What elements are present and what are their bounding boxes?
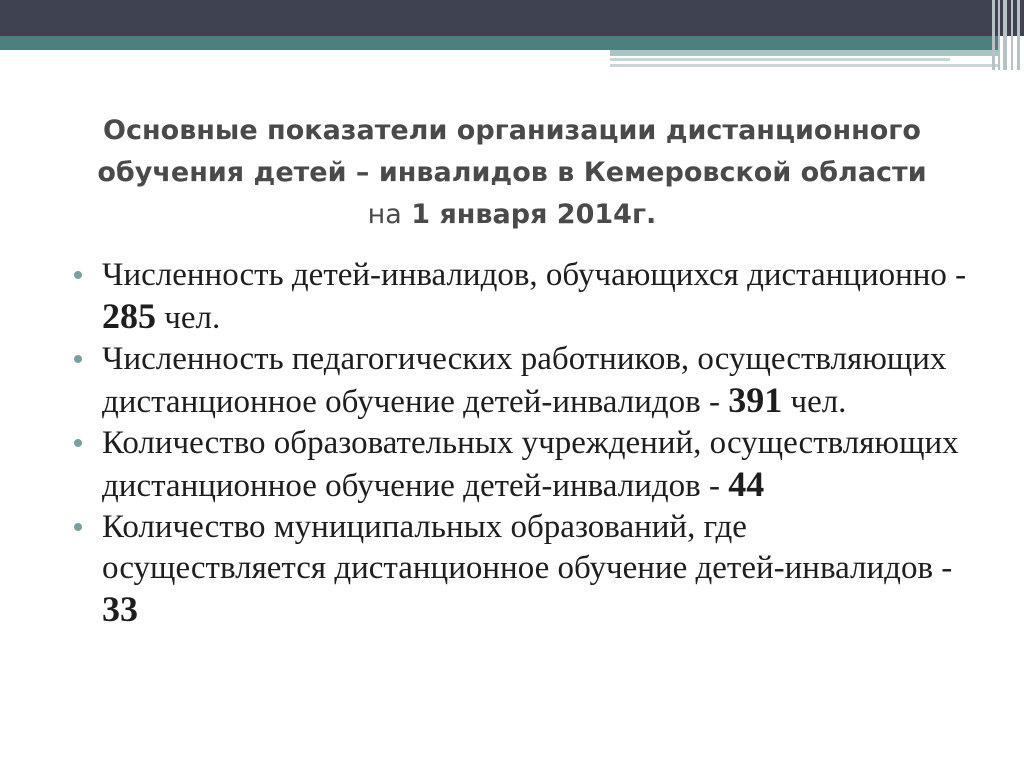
header-accent-line (610, 58, 950, 61)
list-item (72, 339, 972, 423)
slide-title-line: обучения детей – инвалидов в Кемеровской области (97, 157, 927, 188)
slide-title-line: Основные показатели организации дистанционного (103, 115, 921, 146)
bullet-icon (74, 271, 82, 279)
header-dark-bar (0, 0, 1024, 36)
bullet-icon (74, 523, 82, 531)
list-item (72, 507, 972, 632)
indicator-label: Численность детей-инвалидов, обучающихся дистанционно - (102, 257, 967, 293)
list-item (72, 255, 972, 339)
indicator-label: Количество образовательных учреждений, осуществляющих дистанционное обучение детей-инвалидов - (102, 425, 959, 504)
indicator-value: 33 (102, 589, 138, 629)
indicator-list (72, 255, 972, 632)
indicator-label: Количество муниципальных образований, где осуществляется дистанционное обучение детей-инвалидов - (102, 509, 953, 586)
bullet-icon (74, 355, 82, 363)
indicator-value: 285 (102, 296, 156, 336)
indicator-label: Численность педагогических работников, осуществляющих дистанционное обучение детей-инвалидов - (102, 341, 947, 420)
bullet-icon (74, 439, 82, 447)
slide-title-line (60, 194, 964, 236)
indicator-unit: чел. (782, 384, 847, 420)
slide-title-date: 1 января 2014г. (401, 199, 657, 230)
indicator-value: 391 (728, 380, 783, 420)
header-teal-band (0, 36, 1000, 50)
header-vertical-stripes (990, 0, 1024, 70)
indicator-value: 44 (728, 464, 765, 504)
list-item (72, 423, 972, 507)
indicator-unit: чел. (156, 300, 221, 336)
header-teal-accent (610, 50, 1000, 56)
slide-title-prefix: на (367, 199, 402, 230)
header-accent-line (610, 64, 1000, 67)
slide-title (60, 110, 964, 236)
